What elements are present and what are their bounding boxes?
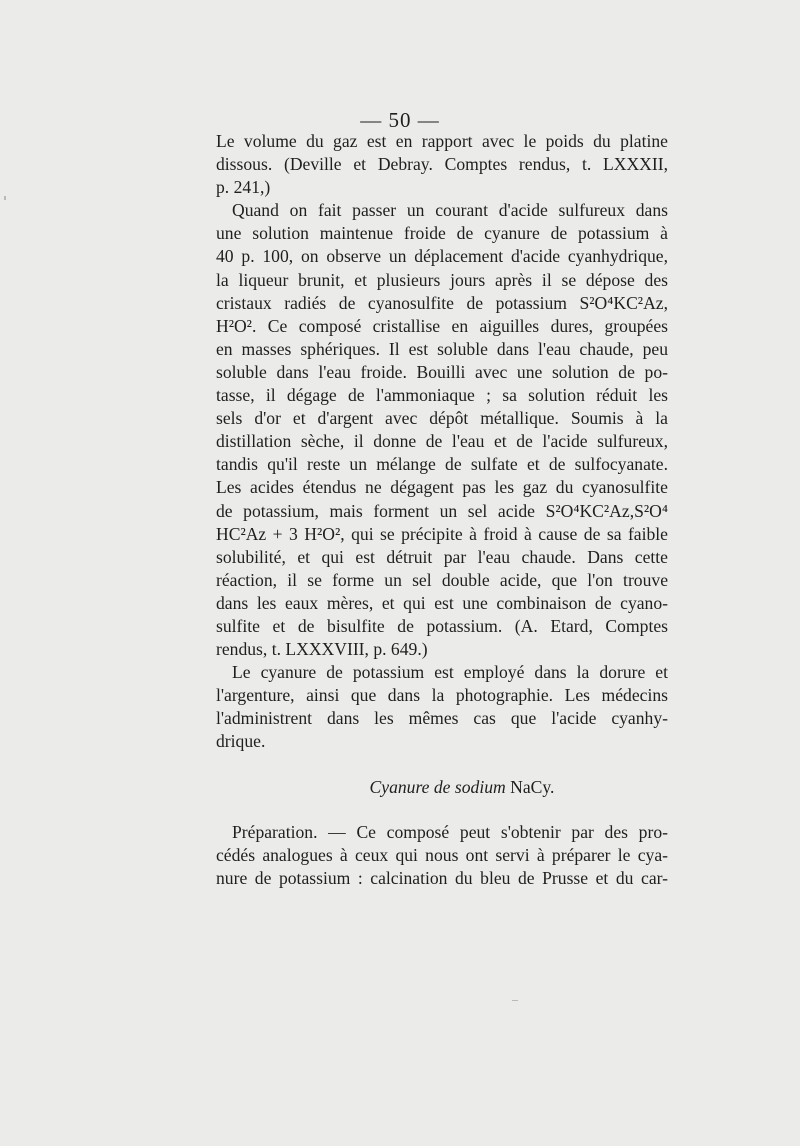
text-line: Le cyanure de potassium est employé dans la dorure et [232, 662, 668, 683]
paragraph-2 [216, 199, 668, 661]
text-line: soluble dans l'eau froide. Bouilli avec une solution de po- [216, 361, 668, 382]
text-line: distillation sèche, il donne de l'eau et de l'acide sulfureux, [216, 431, 668, 452]
text-line: sels d'or et d'argent avec dépôt métallique. Soumis à la [216, 408, 668, 429]
margin-speck [512, 1000, 518, 1001]
heading-title: Cyanure de sodium [369, 776, 506, 797]
text-line: 40 p. 100, on observe un déplacement d'acide cyanhydrique, [216, 246, 668, 267]
page-number: — 50 — [360, 108, 440, 132]
paragraph-3 [216, 661, 668, 753]
text-line: en masses sphériques. Il est soluble dans l'eau chaude, peu [216, 338, 668, 359]
text-line: Préparation. — Ce composé peut s'obtenir par des pro- [232, 821, 668, 842]
text-line: de potassium, mais forment un sel acide S²O⁴KC²Az,S²O⁴ [216, 500, 668, 521]
text-line: une solution maintenue froide de cyanure de potassium à [216, 223, 668, 244]
text-line: drique. [216, 731, 266, 752]
text-line: l'administrent dans les mêmes cas que l'acide cyanhy- [216, 708, 668, 729]
text-line: cristaux radiés de cyanosulfite de potassium S²O⁴KC²Az, [216, 292, 668, 313]
text-line: solubilité, et qui est détruit par l'eau chaude. Dans cette [216, 546, 668, 567]
text-line: Le volume du gaz est en rapport avec le poids du platine [216, 131, 668, 151]
text-line: tasse, il dégage de l'ammoniaque ; sa solution réduit les [216, 385, 668, 406]
text-line: l'argenture, ainsi que dans la photographie. Les médecins [216, 685, 668, 706]
text-line: dissous. (Deville et Debray. Comptes rendus, t. LXXXII, [216, 154, 668, 175]
text-line: Les acides étendus ne dégagent pas les gaz du cyanosulfite [216, 477, 668, 498]
text-line: rendus, t. LXXXVIII, p. 649.) [216, 639, 428, 660]
text-line: tandis qu'il reste un mélange de sulfate et de sulfocyanate. [216, 454, 668, 475]
paragraph-1 [216, 130, 668, 199]
text-line: sulfite et de bisulfite de potassium. (A. Etard, Comptes [216, 615, 668, 636]
text-line: nure de potassium : calcination du bleu de Prusse et du car- [216, 867, 668, 888]
section-heading [216, 776, 668, 799]
text-line: HC²Az + 3 H²O², qui se précipite à froid à cause de sa faible [216, 523, 668, 544]
paragraph-4 [216, 821, 668, 890]
text-line: la liqueur brunit, et plusieurs jours après il se dépose des [216, 269, 668, 290]
text-line: dans les eaux mères, et qui est une combinaison de cyano- [216, 592, 668, 613]
text-line: cédés analogues à ceux qui nous ont servi à préparer le cya- [216, 844, 668, 865]
text-line: Quand on fait passer un courant d'acide sulfureux dans [232, 200, 668, 221]
heading-formula: NaCy. [510, 776, 555, 797]
text-line: réaction, il se forme un sel double acide, que l'on trouve [216, 569, 668, 590]
text-line: H²O². Ce composé cristallise en aiguilles dures, groupées [216, 315, 668, 336]
text-line: p. 241,) [216, 177, 271, 198]
body-text [216, 130, 668, 890]
margin-speck [4, 196, 6, 200]
